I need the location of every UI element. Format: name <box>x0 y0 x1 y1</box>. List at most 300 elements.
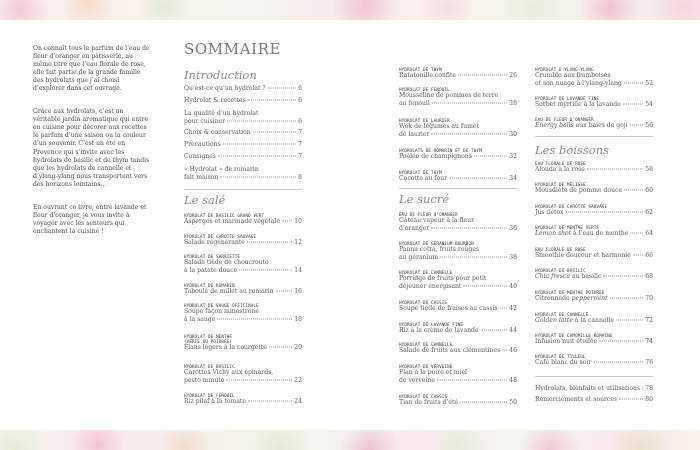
toc-line <box>184 398 302 406</box>
recipe-hydrolat-label: HYDROLAT DE CAROTTE SAUVAGE <box>184 234 257 239</box>
dot-leader <box>502 350 507 351</box>
page-number: 78 <box>645 385 653 392</box>
toc-entry <box>184 85 302 93</box>
dot-leader <box>223 144 296 145</box>
toc-entry <box>399 170 517 183</box>
page-number: 72 <box>645 317 653 325</box>
flower-blob <box>650 0 700 20</box>
toc-entry <box>535 161 653 174</box>
section-divider <box>535 136 653 137</box>
dot-leader <box>463 286 507 287</box>
page-number: 68 <box>645 273 653 281</box>
recipe-title: Mousseline de pommes de terre <box>399 92 499 100</box>
recipe-hydrolat-label: HYDROLAT DE ROMARIN <box>184 283 235 288</box>
dot-leader <box>603 276 643 277</box>
recipe-title: Salade tiède de choucroute <box>184 259 269 267</box>
page-number: 52 <box>645 80 653 88</box>
toc-entry <box>535 67 653 89</box>
flower-blob <box>500 0 565 20</box>
dot-leader <box>431 134 507 135</box>
flower-blob <box>160 430 210 450</box>
dot-leader <box>460 402 507 403</box>
recipe-hydrolat-label: HYDROLAT DE LAURIER <box>399 118 450 123</box>
dot-leader <box>449 178 507 179</box>
dot-leader <box>227 121 296 122</box>
dot-leader <box>220 177 296 178</box>
page-number: 62 <box>645 209 653 217</box>
recipe-title: Cocotte au four <box>399 175 448 183</box>
recipe-title: Soupe façon minestrone <box>184 308 259 316</box>
toc-line <box>535 252 653 260</box>
toc-line <box>535 385 653 393</box>
toc-entry <box>399 364 517 386</box>
recipe-title: Infusion nuit étoilée <box>535 338 598 346</box>
recipe-title: Précautions <box>184 141 221 148</box>
recipe-hydrolat-label: HYDROLAT DE BASILIC GRAND VERT <box>184 213 265 218</box>
recipe-hydrolat-label: EAU FLORALE DE ROSE <box>535 247 586 252</box>
toc-line <box>399 131 517 139</box>
toc-entry <box>535 204 653 217</box>
intro-paragraph: On connaît tous le parfum de l’eau de fleur d’oranger en pâtisserie, au même titre que l’eau florale de rose, elle fait partie de la grande famille des hydrolats que j’ai choisi d’explorer dans cet ouvrage. <box>33 45 150 93</box>
recipe-title: Asperges et marinade végétale <box>184 218 280 226</box>
recipe-title: Energy balls aux baies de goji <box>535 122 628 130</box>
page-number: 36 <box>509 225 517 233</box>
recipe-title: Panna cotta, fruits rouges <box>399 246 480 254</box>
recipe-hydrolat-label: HYDROLAT DE THYM <box>399 170 442 175</box>
recipe-title: Smoothie douceur et harmonie <box>535 252 631 260</box>
intro-text <box>33 45 151 251</box>
recipe-hydrolat-label: HYDROLAT DE BASILIC <box>535 268 586 273</box>
recipe-title: Lemon shot à l’eau de menthe <box>535 230 629 238</box>
page-number: 76 <box>645 359 653 367</box>
page-number: 18 <box>294 316 302 324</box>
recipe-hydrolat-label: HYDROLAT DE CASSIS <box>399 394 448 399</box>
recipe-title: Porridge de fruits pour petit <box>399 275 487 283</box>
page-number: 50 <box>509 399 517 407</box>
dot-leader <box>623 104 643 105</box>
recipe-hydrolat-label: EAU FLORALE DE ROSE <box>535 161 586 166</box>
toc-entry <box>535 117 653 130</box>
section-heading: Les boissons <box>535 143 609 157</box>
toc-entry <box>184 254 302 276</box>
dot-leader <box>282 221 292 222</box>
page-number: 8 <box>298 174 302 182</box>
page-number: 34 <box>509 175 517 183</box>
recipe-title: Salade régénérante <box>184 239 245 247</box>
dot-leader <box>593 362 643 363</box>
toc-line <box>399 283 517 291</box>
toc-line <box>184 129 302 137</box>
page-number: 7 <box>298 153 302 160</box>
recipe-title-italic: Chia fresca <box>535 273 571 281</box>
dot-leader <box>624 190 643 191</box>
toc-column-2 <box>399 64 517 413</box>
recipe-title: Alouda à la rose <box>535 166 585 174</box>
toc-line <box>399 327 517 335</box>
toc-line <box>399 100 517 108</box>
toc-entry <box>184 234 302 247</box>
recipe-title: Remerciements et sources <box>535 396 618 403</box>
toc-entry <box>535 354 653 367</box>
dot-leader <box>253 132 296 133</box>
page-number: 12 <box>294 239 302 247</box>
toc-line <box>184 218 302 226</box>
toc-entry <box>399 241 517 263</box>
recipe-hydrolat-label: HYDROLAT DE MÉLISSE <box>535 182 586 187</box>
toc-entry <box>535 312 653 325</box>
dot-leader <box>599 341 643 342</box>
recipe-hydrolat-label: HYDROLAT DE MENTHE POIVRÉE <box>535 290 605 295</box>
toc-line <box>535 209 653 217</box>
recipe-hydrolat-label: HYDROLAT DE FENOUIL <box>399 87 450 92</box>
recipe-hydrolat-label: HYDROLAT DE MENTHE <box>184 334 233 339</box>
toc-entry <box>535 385 653 393</box>
recipe-hydrolat-label: HYDROLAT DE MENTHE VERTE <box>535 225 600 230</box>
toc-entry <box>184 166 302 182</box>
flower-blob <box>520 430 580 450</box>
page-number: 14 <box>294 267 302 275</box>
recipe-title: Tian de fruits d’été <box>399 399 459 407</box>
page-title: SOMMAIRE <box>184 40 282 58</box>
toc-entry <box>184 213 302 226</box>
toc-line <box>399 254 517 262</box>
dot-leader <box>610 298 644 299</box>
recipe-title: Ratatouille confite <box>399 72 457 80</box>
page-number: 20 <box>294 344 302 352</box>
recipe-title: Golden latte à la cannelle <box>535 317 614 325</box>
toc-line <box>184 85 302 93</box>
dot-leader <box>218 156 296 157</box>
recipe-hydrolat-label: HYDROLAT DE LAVANDE FINE <box>535 96 600 101</box>
recipe-hydrolat-label: HYDROLAT DE GÉRANIUM BOURBON <box>399 241 474 246</box>
toc-line <box>399 377 517 385</box>
recipe-title: Poêlée de champignons <box>399 153 472 161</box>
recipe-title-italic: peppermint <box>571 295 608 303</box>
recipe-hydrolat-label: HYDROLAT DE CAMOMILLE ROMAINE <box>535 333 613 338</box>
dot-leader <box>481 330 508 331</box>
toc-entry <box>535 225 653 238</box>
recipe-title: d’oranger <box>399 225 430 233</box>
page-number: 64 <box>645 230 653 238</box>
recipe-hydrolat-label: HYDROLAT DE SAUGE OFFICINALE <box>184 303 259 308</box>
recipe-title: Chia fresca au basilic <box>535 273 602 281</box>
recipe-title: « Hydrolat » de romarin <box>184 166 259 173</box>
section-heading: Introduction <box>184 68 257 82</box>
page-number: 10 <box>294 218 302 226</box>
toc-line <box>399 225 517 233</box>
recipe-title: Citronnade peppermint <box>535 295 608 303</box>
dot-leader <box>642 388 643 389</box>
section-heading: Le sucré <box>399 192 450 206</box>
flower-blob <box>610 430 670 450</box>
toc-entry <box>399 118 517 140</box>
page-number: 44 <box>509 327 517 335</box>
page-number: 28 <box>509 100 517 108</box>
dot-leader <box>437 380 507 381</box>
recipe-title: déjeuner énergisant <box>399 283 462 291</box>
page-number: 60 <box>645 187 653 195</box>
toc-column-3 <box>535 64 653 413</box>
page-number: 42 <box>509 305 517 313</box>
dot-leader <box>269 347 292 348</box>
page-number: 80 <box>645 396 653 403</box>
dot-leader <box>226 380 292 381</box>
section-divider <box>399 188 517 189</box>
recipe-title: de laurier <box>399 131 430 139</box>
dot-leader <box>566 212 644 213</box>
toc-line <box>535 101 653 109</box>
recipe-title: à la sauge <box>184 316 216 324</box>
toc-entry <box>399 270 517 292</box>
page-number: 54 <box>645 101 653 109</box>
toc-line <box>399 399 517 407</box>
page-number: 30 <box>509 131 517 139</box>
toc-entry <box>184 153 302 161</box>
toc-line <box>535 166 653 174</box>
toc-line <box>399 347 517 355</box>
recipe-title: et son nuage à l’ylang-ylang <box>535 80 622 88</box>
recipe-hydrolat-label: (VERTE OU POIVRÉE) <box>184 339 233 345</box>
page-number: 6 <box>298 118 302 126</box>
toc-entry <box>184 141 302 149</box>
recipe-title: Sorbet myrtille à la lavande <box>535 101 621 109</box>
dot-leader <box>474 156 507 157</box>
recipe-hydrolat-label: HYDROLAT DE CANNELLE <box>399 342 453 347</box>
recipe-hydrolat-label: HYDROLAT DE THYM <box>399 67 442 72</box>
toc-entry <box>184 129 302 137</box>
toc-entry <box>184 110 302 126</box>
toc-line <box>535 317 653 325</box>
recipe-title: de verveine <box>399 377 435 385</box>
toc-entry <box>399 300 517 313</box>
toc-line <box>184 174 302 182</box>
toc-line <box>184 267 302 275</box>
page-number: 6 <box>298 85 302 92</box>
recipe-title: à la patate douce <box>184 267 238 275</box>
toc-entry <box>535 396 653 404</box>
toc-entry <box>535 268 653 281</box>
section-divider <box>535 376 653 377</box>
flower-blob <box>420 0 475 20</box>
flower-blob <box>340 430 400 450</box>
dot-leader <box>431 228 507 229</box>
dot-leader <box>633 255 643 256</box>
toc-line <box>399 153 517 161</box>
page-number: 74 <box>645 338 653 346</box>
recipe-title: Riz à la crème de lavande <box>399 327 479 335</box>
recipe-title: Carottes Vichy aux épinards, <box>184 369 274 377</box>
dot-leader <box>587 169 643 170</box>
recipe-title: Flan à la poire et miel <box>399 369 468 377</box>
recipe-hydrolat-label: EAU DE FLEUR D’ORANGER <box>535 117 594 122</box>
dot-leader <box>268 88 296 89</box>
recipe-title: Crumble aux framboises <box>535 72 611 80</box>
flower-blob <box>250 430 310 450</box>
recipe-title-italic: Golden latte <box>535 317 573 325</box>
dot-leader <box>500 308 508 309</box>
toc-line <box>184 316 302 324</box>
recipe-hydrolat-label: HYDROLAT DE CANNELLE <box>399 270 453 275</box>
flower-blob <box>430 430 485 450</box>
toc-line <box>184 288 302 296</box>
flower-blob <box>70 430 125 450</box>
dot-leader <box>630 125 644 126</box>
toc-line <box>535 273 653 281</box>
recipe-hydrolat-label: EAU DE FLEUR D’ORANGER <box>399 212 458 217</box>
toc-entry <box>399 67 517 80</box>
recipe-title: Soupe tiède de fraises au cassis <box>399 305 498 313</box>
toc-entry <box>535 96 653 109</box>
toc-entry <box>184 393 302 406</box>
recipe-title: au fenouil <box>399 100 430 108</box>
toc-entry <box>535 333 653 346</box>
recipe-title: Flans légers à la courgette <box>184 344 267 352</box>
toc-line <box>535 122 653 130</box>
recipe-title: Hydrolats, bienfaits et utilisations <box>535 385 641 392</box>
recipe-title: Qu’est-ce qu’un hydrolat ? <box>184 85 266 92</box>
toc-line <box>184 377 302 385</box>
recipe-title: Consignes <box>184 153 216 160</box>
page-number: 66 <box>645 252 653 260</box>
dot-leader <box>630 233 643 234</box>
recipe-title-italic: Energy balls <box>535 122 574 130</box>
recipe-hydrolat-label: HYDROLAT D’YLANG-YLANG <box>535 67 594 72</box>
recipe-title: Choix & conservation <box>184 129 251 136</box>
page-number: 46 <box>509 347 517 355</box>
toc-line <box>535 338 653 346</box>
toc-line <box>535 359 653 367</box>
dot-leader <box>247 242 292 243</box>
toc-line <box>184 141 302 149</box>
dot-leader <box>619 399 643 400</box>
recipe-title: Wok de légumes au fumet <box>399 123 479 131</box>
section-divider <box>184 189 302 190</box>
page-number: 70 <box>645 295 653 303</box>
page-number: 38 <box>509 254 517 262</box>
recipe-hydrolat-label: HYDROLAT DE CASSIS <box>399 300 448 305</box>
flower-blob <box>0 430 45 450</box>
toc-entry <box>184 303 302 325</box>
page-number: 58 <box>645 166 653 174</box>
page-number: 6 <box>298 97 302 104</box>
section-heading: Le salé <box>184 193 226 207</box>
toc-entry <box>399 394 517 407</box>
dot-leader <box>616 320 643 321</box>
toc-line <box>184 153 302 161</box>
flower-blob <box>140 0 190 20</box>
dot-leader <box>440 257 507 258</box>
recipe-title: Hydrolat & recettes <box>184 97 246 104</box>
toc-entry <box>184 283 302 296</box>
recipe-title: Jus détox <box>535 209 564 217</box>
toc-line <box>184 239 302 247</box>
recipe-title: Gâteau vapeur à la fleur <box>399 217 475 225</box>
toc-line <box>535 80 653 88</box>
flower-blob <box>580 0 640 20</box>
page-number: 32 <box>509 153 517 161</box>
dot-leader <box>239 270 292 271</box>
flower-blob <box>60 0 115 20</box>
recipe-title: pour cuisiner <box>184 118 226 126</box>
dot-leader <box>217 319 292 320</box>
recipe-hydrolat-label: HYDROLAT DE TILLEUL <box>535 354 586 359</box>
toc-line <box>399 72 517 80</box>
recipe-title: La qualité d’un hydrolat <box>184 110 259 117</box>
recipe-title: Riz pilaf à la tomate <box>184 398 246 406</box>
toc-entry <box>535 290 653 303</box>
dot-leader <box>458 75 507 76</box>
page-number: 40 <box>509 283 517 291</box>
toc-entry <box>399 212 517 234</box>
dot-leader <box>248 100 296 101</box>
page-number: 22 <box>294 377 302 385</box>
toc-entry <box>184 97 302 105</box>
toc-line <box>399 175 517 183</box>
toc-entry <box>184 364 302 386</box>
toc-entry <box>399 87 517 109</box>
recipe-hydrolat-label: HYDROLAT DE SARRIETTE <box>184 254 241 259</box>
dot-leader <box>276 291 293 292</box>
toc-entry <box>399 342 517 355</box>
recipe-title-italic: Lemon shot <box>535 230 572 238</box>
recipe-hydrolat-label: HYDROLAT DE VERVEINE <box>399 364 453 369</box>
toc-line <box>184 344 302 352</box>
recipe-title: fait maison <box>184 174 219 182</box>
toc-line <box>535 396 653 404</box>
floral-band-bottom <box>0 430 700 450</box>
recipe-title: au géranium <box>399 254 439 262</box>
dot-leader <box>432 103 507 104</box>
dot-leader <box>624 83 643 84</box>
recipe-hydrolat-label: HYDROLAT DE LAVANDE FINE <box>399 322 464 327</box>
recipe-title: Taboulé de millet au romarin <box>184 288 274 296</box>
toc-line <box>184 97 302 105</box>
page-number: 26 <box>509 72 517 80</box>
toc-column-1 <box>184 68 302 413</box>
toc-line <box>535 295 653 303</box>
page-number: 16 <box>294 288 302 296</box>
page-number: 56 <box>645 122 653 130</box>
intro-paragraph: Grâce aux hydrolats, c’est un véritable jardin aromatique qui entre en cuisine pour décorer aux recettes le parfum d’une saison ou la couleur d’un souvenir. C’est un été en Provence qui s’invite avec les hydrolats de basilic et de thym tandis que les hydrolats de cannelle et d’ylang-ylang nous transportent vers des horizons lointains… <box>33 108 150 188</box>
dot-leader <box>248 401 292 402</box>
toc-entry <box>535 247 653 260</box>
toc-entry <box>184 334 302 353</box>
page-number: 7 <box>298 129 302 136</box>
flower-blob <box>0 0 50 20</box>
recipe-hydrolat-label: HYDROLAT DE FENOUIL <box>184 393 235 398</box>
floral-band-top <box>0 0 700 20</box>
page-number: 24 <box>294 398 302 406</box>
recipe-hydrolat-label: HYDROLAT DE CANNELLE <box>535 312 589 317</box>
recipe-title: Salade de fruits aux clémentines <box>399 347 501 355</box>
toc-line <box>535 230 653 238</box>
toc-line <box>399 305 517 313</box>
toc-line <box>184 118 302 126</box>
page-number: 48 <box>509 377 517 385</box>
toc-entry <box>535 182 653 195</box>
recipe-hydrolat-label: HYDROLATS DE ROMARIN ET DE THYM <box>399 148 482 153</box>
page-number: 7 <box>298 141 302 148</box>
recipe-title: pesto minute <box>184 377 225 385</box>
recipe-title: Mousdiète de pomme douce <box>535 187 623 195</box>
flower-blob <box>330 0 400 20</box>
toc-line <box>535 187 653 195</box>
toc-entry <box>399 148 517 161</box>
recipe-hydrolat-label: HYDROLAT DE CAROTTE SAUVAGE <box>535 204 608 209</box>
recipe-title: Café blanc du soir <box>535 359 592 367</box>
toc-entry <box>399 322 517 335</box>
recipe-hydrolat-label: HYDROLAT DE BASILIC <box>184 364 235 369</box>
